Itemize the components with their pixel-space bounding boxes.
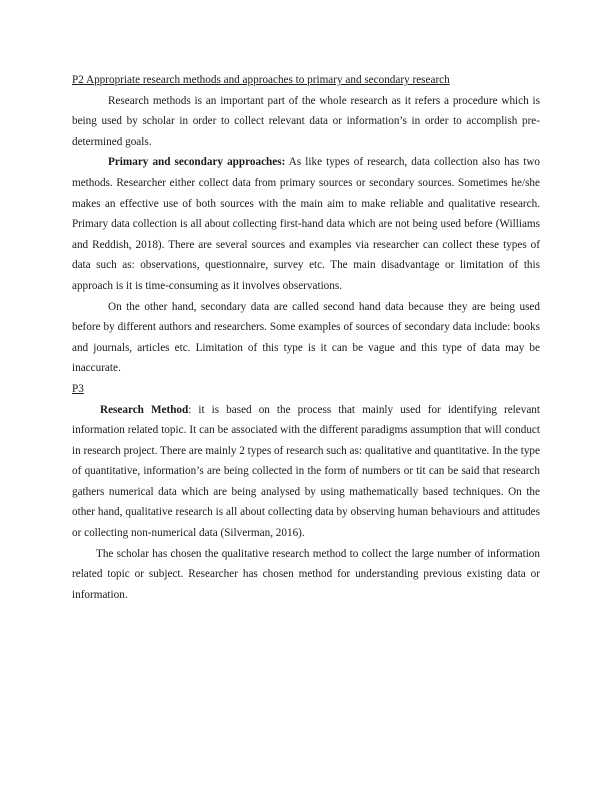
bold-term-research-method: Research Method xyxy=(100,403,189,416)
paragraph-research-methods: Research methods is an important part of the whole research as it refers a procedure which is being used by scholar in order to collect relevant data or information’s in order to accomplish pre-determined goals. xyxy=(72,94,540,148)
paragraph-primary-secondary xyxy=(72,152,540,296)
document-page xyxy=(72,70,540,605)
paragraph-text: As like types of research, data collection also has two methods. Researcher either collect data from primary sources or secondary sources. Sometimes he/she makes an effective use of both sources with the main aim to make reliable and qualitative research. Primary data collection is all about collecting first-hand data which are not being used before (Williams and Reddish, 2018). There are several sources and examples via researcher can collect these types of data such as: observations, questionnaire, survey etc. The main disadvantage or limitation of this approach is it is time-consuming as it involves observations. xyxy=(72,156,540,292)
paragraph-qualitative-choice: The scholar has chosen the qualitative research method to collect the large number of information related topic or subject. Researcher has chosen method for understanding previous existing data or information. xyxy=(72,547,540,601)
paragraph-research-method xyxy=(72,400,540,544)
paragraph-text: : it is based on the process that mainly used for identifying relevant information related topic. It can be associated with the different paradigms assumption that will conduct in research project. There are mainly 2 types of research such as: qualitative and quantitative. In the type of quantitative, information’s are being collected in the form of numbers or tit can be said that research gathers numerical data which are being analysed by using mathematically based techniques. On the other hand, qualitative research is all about collecting data by observing human behaviours and attitudes or collecting non-numerical data (Silverman, 2016). xyxy=(72,403,540,540)
paragraph-secondary-data: On the other hand, secondary data are called second hand data because they are being used before by different authors and researchers. Some examples of sources of secondary data include: books and journals, articles etc. Limitation of this type is it can be vague and this type of data may be inaccurate. xyxy=(72,300,540,375)
section-heading-p3: P3 xyxy=(72,382,84,395)
section-heading-p2: P2 Appropriate research methods and approaches to primary and secondary research xyxy=(72,74,450,86)
bold-term-approaches: Primary and secondary approaches: xyxy=(108,156,286,169)
